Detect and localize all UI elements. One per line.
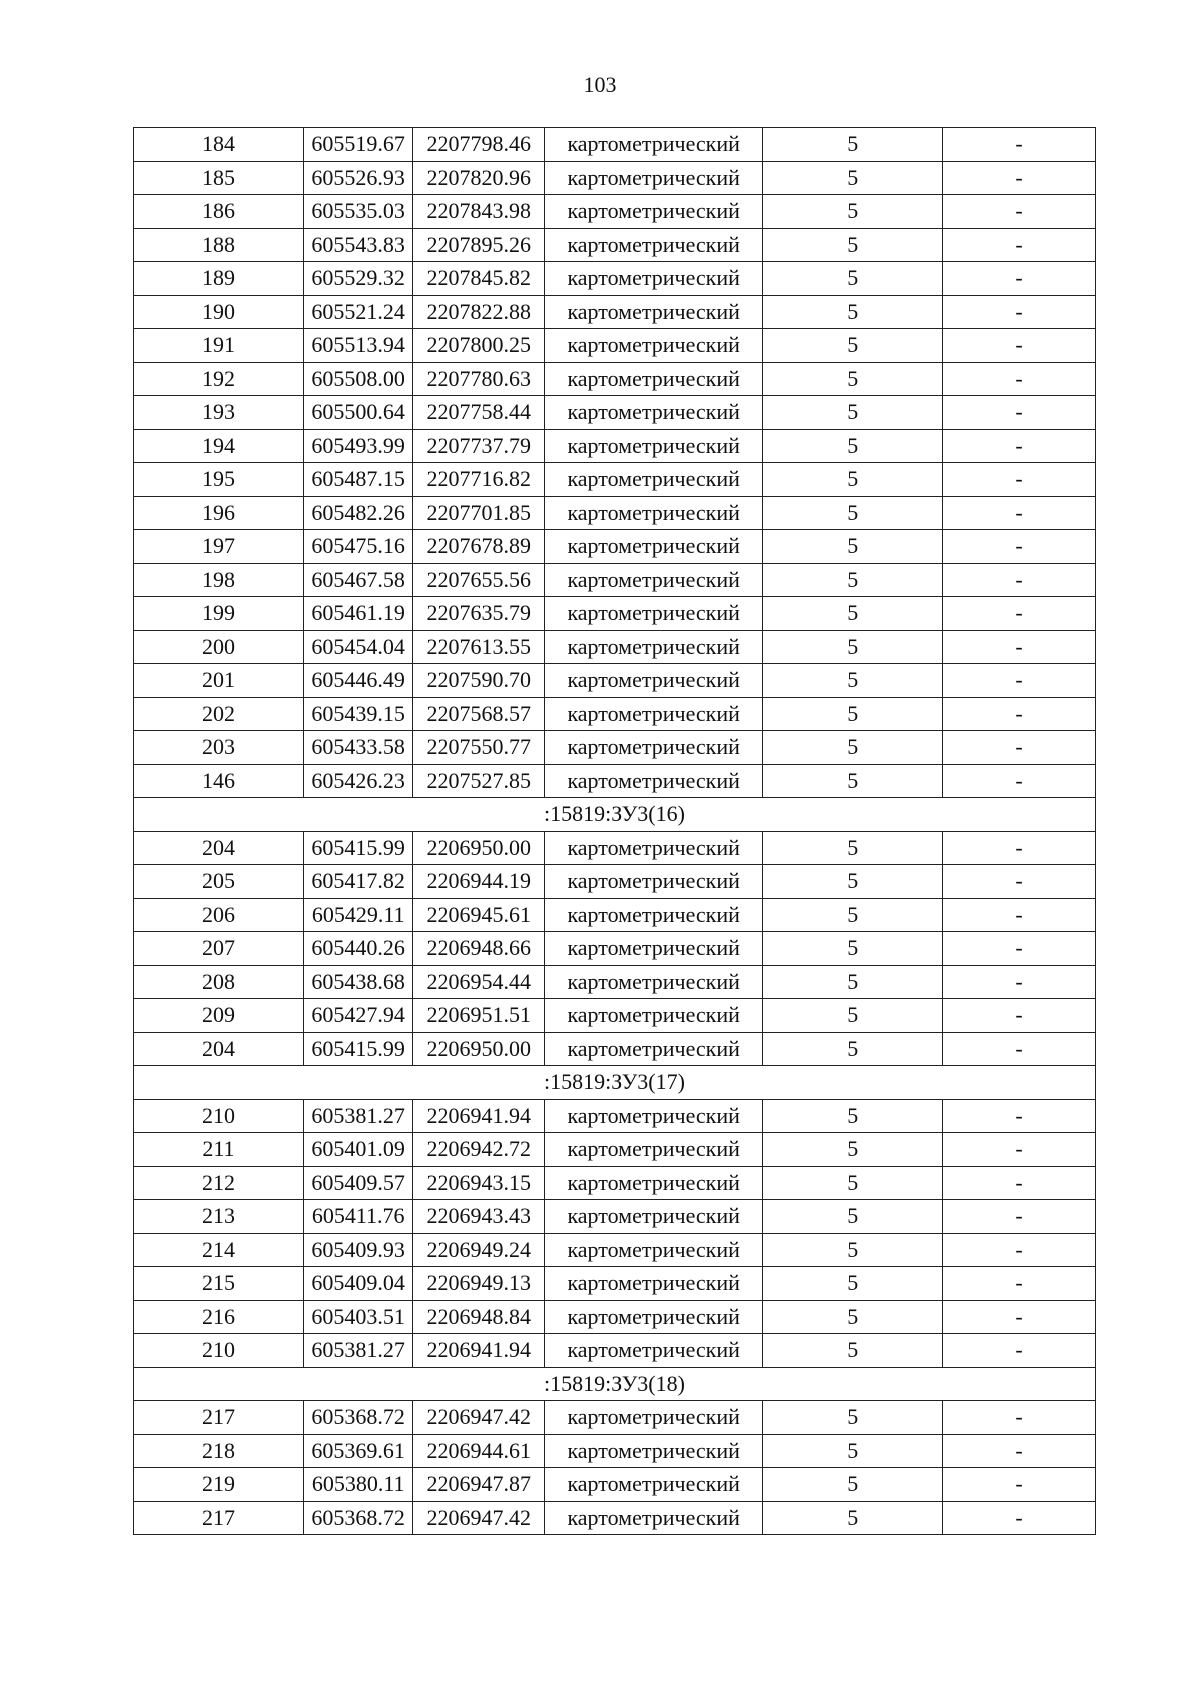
coord-x-cell: 605439.15 (303, 697, 413, 731)
coord-y-cell: 2207820.96 (413, 161, 545, 195)
point-number-cell: 196 (134, 496, 304, 530)
accuracy-cell: 5 (763, 1334, 943, 1368)
coord-x-cell: 605426.23 (303, 764, 413, 798)
coord-x-cell: 605454.04 (303, 630, 413, 664)
coord-y-cell: 2207527.85 (413, 764, 545, 798)
point-number-cell: 193 (134, 396, 304, 430)
accuracy-cell: 5 (763, 228, 943, 262)
point-number-cell: 201 (134, 664, 304, 698)
coord-x-cell: 605381.27 (303, 1099, 413, 1133)
table-row (134, 563, 1096, 597)
coord-y-cell: 2207843.98 (413, 195, 545, 229)
accuracy-cell: 5 (763, 563, 943, 597)
method-cell: картометрический (545, 965, 763, 999)
coord-x-cell: 605433.58 (303, 731, 413, 765)
coord-y-cell: 2206943.15 (413, 1166, 545, 1200)
note-cell: - (943, 1099, 1096, 1133)
note-cell: - (943, 630, 1096, 664)
table-row (134, 630, 1096, 664)
coord-y-cell: 2207701.85 (413, 496, 545, 530)
point-number-cell: 191 (134, 329, 304, 363)
accuracy-cell: 5 (763, 731, 943, 765)
point-number-cell: 146 (134, 764, 304, 798)
method-cell: картометрический (545, 362, 763, 396)
accuracy-cell: 5 (763, 161, 943, 195)
coord-y-cell: 2206941.94 (413, 1334, 545, 1368)
note-cell: - (943, 999, 1096, 1033)
method-cell: картометрический (545, 463, 763, 497)
accuracy-cell: 5 (763, 1200, 943, 1234)
table-row (134, 831, 1096, 865)
method-cell: картометрический (545, 1267, 763, 1301)
coord-y-cell: 2206947.87 (413, 1468, 545, 1502)
table-row (134, 329, 1096, 363)
method-cell: картометрический (545, 999, 763, 1033)
method-cell: картометрический (545, 697, 763, 731)
table-row (134, 262, 1096, 296)
coord-x-cell: 605429.11 (303, 898, 413, 932)
method-cell: картометрический (545, 128, 763, 162)
table-row (134, 1300, 1096, 1334)
coord-x-cell: 605467.58 (303, 563, 413, 597)
table-row (134, 664, 1096, 698)
table-row (134, 195, 1096, 229)
note-cell: - (943, 195, 1096, 229)
coord-x-cell: 605526.93 (303, 161, 413, 195)
accuracy-cell: 5 (763, 295, 943, 329)
point-number-cell: 197 (134, 530, 304, 564)
accuracy-cell: 5 (763, 496, 943, 530)
coord-y-cell: 2207635.79 (413, 597, 545, 631)
coord-y-cell: 2206951.51 (413, 999, 545, 1033)
table-row (134, 1133, 1096, 1167)
table-row (134, 1468, 1096, 1502)
point-number-cell: 211 (134, 1133, 304, 1167)
note-cell: - (943, 161, 1096, 195)
coord-y-cell: 2206944.19 (413, 865, 545, 899)
coord-y-cell: 2207737.79 (413, 429, 545, 463)
method-cell: картометрический (545, 831, 763, 865)
section-title: :15819:ЗУ3(16) (134, 798, 1096, 832)
table-row (134, 1334, 1096, 1368)
coord-x-cell: 605475.16 (303, 530, 413, 564)
method-cell: картометрический (545, 1233, 763, 1267)
note-cell: - (943, 1300, 1096, 1334)
table-row (134, 999, 1096, 1033)
method-cell: картометрический (545, 664, 763, 698)
note-cell: - (943, 396, 1096, 430)
point-number-cell: 215 (134, 1267, 304, 1301)
method-cell: картометрический (545, 563, 763, 597)
note-cell: - (943, 865, 1096, 899)
coord-y-cell: 2207613.55 (413, 630, 545, 664)
note-cell: - (943, 1334, 1096, 1368)
coord-x-cell: 605521.24 (303, 295, 413, 329)
table-row (134, 965, 1096, 999)
point-number-cell: 212 (134, 1166, 304, 1200)
note-cell: - (943, 362, 1096, 396)
method-cell: картометрический (545, 1300, 763, 1334)
point-number-cell: 202 (134, 697, 304, 731)
coord-y-cell: 2207655.56 (413, 563, 545, 597)
coord-y-cell: 2206948.66 (413, 932, 545, 966)
coord-x-cell: 605409.57 (303, 1166, 413, 1200)
point-number-cell: 200 (134, 630, 304, 664)
accuracy-cell: 5 (763, 128, 943, 162)
note-cell: - (943, 262, 1096, 296)
section-header-row (134, 1367, 1096, 1401)
method-cell: картометрический (545, 228, 763, 262)
table-row (134, 362, 1096, 396)
point-number-cell: 219 (134, 1468, 304, 1502)
accuracy-cell: 5 (763, 1401, 943, 1435)
accuracy-cell: 5 (763, 530, 943, 564)
method-cell: картометрический (545, 1133, 763, 1167)
note-cell: - (943, 1501, 1096, 1535)
coord-x-cell: 605482.26 (303, 496, 413, 530)
point-number-cell: 195 (134, 463, 304, 497)
point-number-cell: 218 (134, 1434, 304, 1468)
coord-x-cell: 605493.99 (303, 429, 413, 463)
table-row (134, 1200, 1096, 1234)
accuracy-cell: 5 (763, 1501, 943, 1535)
point-number-cell: 205 (134, 865, 304, 899)
point-number-cell: 194 (134, 429, 304, 463)
coord-x-cell: 605368.72 (303, 1501, 413, 1535)
coord-x-cell: 605513.94 (303, 329, 413, 363)
coord-y-cell: 2207758.44 (413, 396, 545, 430)
table-row (134, 396, 1096, 430)
coord-y-cell: 2207800.25 (413, 329, 545, 363)
table-row (134, 530, 1096, 564)
note-cell: - (943, 1032, 1096, 1066)
accuracy-cell: 5 (763, 597, 943, 631)
table-row (134, 1434, 1096, 1468)
accuracy-cell: 5 (763, 429, 943, 463)
accuracy-cell: 5 (763, 1133, 943, 1167)
note-cell: - (943, 1233, 1096, 1267)
section-header-row (134, 798, 1096, 832)
coord-y-cell: 2207845.82 (413, 262, 545, 296)
accuracy-cell: 5 (763, 932, 943, 966)
note-cell: - (943, 563, 1096, 597)
note-cell: - (943, 530, 1096, 564)
point-number-cell: 213 (134, 1200, 304, 1234)
coord-x-cell: 605440.26 (303, 932, 413, 966)
accuracy-cell: 5 (763, 630, 943, 664)
coord-y-cell: 2206945.61 (413, 898, 545, 932)
note-cell: - (943, 1166, 1096, 1200)
point-number-cell: 186 (134, 195, 304, 229)
point-number-cell: 189 (134, 262, 304, 296)
accuracy-cell: 5 (763, 831, 943, 865)
note-cell: - (943, 128, 1096, 162)
accuracy-cell: 5 (763, 195, 943, 229)
coord-x-cell: 605508.00 (303, 362, 413, 396)
method-cell: картометрический (545, 161, 763, 195)
note-cell: - (943, 1133, 1096, 1167)
method-cell: картометрический (545, 865, 763, 899)
accuracy-cell: 5 (763, 965, 943, 999)
table-row (134, 1401, 1096, 1435)
note-cell: - (943, 831, 1096, 865)
coord-y-cell: 2206942.72 (413, 1133, 545, 1167)
coord-x-cell: 605415.99 (303, 831, 413, 865)
coord-x-cell: 605535.03 (303, 195, 413, 229)
coord-x-cell: 605369.61 (303, 1434, 413, 1468)
method-cell: картометрический (545, 1166, 763, 1200)
point-number-cell: 209 (134, 999, 304, 1033)
coord-x-cell: 605411.76 (303, 1200, 413, 1234)
method-cell: картометрический (545, 932, 763, 966)
point-number-cell: 210 (134, 1099, 304, 1133)
coord-x-cell: 605409.04 (303, 1267, 413, 1301)
accuracy-cell: 5 (763, 1233, 943, 1267)
point-number-cell: 198 (134, 563, 304, 597)
accuracy-cell: 5 (763, 1434, 943, 1468)
coord-y-cell: 2206949.13 (413, 1267, 545, 1301)
table-row (134, 295, 1096, 329)
point-number-cell: 207 (134, 932, 304, 966)
accuracy-cell: 5 (763, 1099, 943, 1133)
table-row (134, 128, 1096, 162)
coord-y-cell: 2207550.77 (413, 731, 545, 765)
note-cell: - (943, 1434, 1096, 1468)
point-number-cell: 216 (134, 1300, 304, 1334)
table-row (134, 496, 1096, 530)
accuracy-cell: 5 (763, 1166, 943, 1200)
accuracy-cell: 5 (763, 697, 943, 731)
coord-x-cell: 605446.49 (303, 664, 413, 698)
accuracy-cell: 5 (763, 262, 943, 296)
coordinates-table-body (134, 128, 1096, 1535)
coord-y-cell: 2207895.26 (413, 228, 545, 262)
note-cell: - (943, 1200, 1096, 1234)
coord-y-cell: 2207568.57 (413, 697, 545, 731)
table-row (134, 597, 1096, 631)
coord-x-cell: 605438.68 (303, 965, 413, 999)
note-cell: - (943, 463, 1096, 497)
note-cell: - (943, 932, 1096, 966)
accuracy-cell: 5 (763, 865, 943, 899)
table-row (134, 697, 1096, 731)
table-row (134, 898, 1096, 932)
table-row (134, 865, 1096, 899)
accuracy-cell: 5 (763, 898, 943, 932)
accuracy-cell: 5 (763, 329, 943, 363)
note-cell: - (943, 429, 1096, 463)
method-cell: картометрический (545, 429, 763, 463)
table-row (134, 1166, 1096, 1200)
note-cell: - (943, 965, 1096, 999)
note-cell: - (943, 1401, 1096, 1435)
point-number-cell: 185 (134, 161, 304, 195)
point-number-cell: 188 (134, 228, 304, 262)
method-cell: картометрический (545, 1468, 763, 1502)
page-number: 103 (583, 72, 617, 97)
accuracy-cell: 5 (763, 362, 943, 396)
table-row (134, 228, 1096, 262)
coord-x-cell: 605409.93 (303, 1233, 413, 1267)
coord-x-cell: 605401.09 (303, 1133, 413, 1167)
table-row (134, 1501, 1096, 1535)
section-title: :15819:ЗУ3(18) (134, 1367, 1096, 1401)
method-cell: картометрический (545, 195, 763, 229)
coord-y-cell: 2207798.46 (413, 128, 545, 162)
method-cell: картометрический (545, 295, 763, 329)
coord-x-cell: 605461.19 (303, 597, 413, 631)
coord-x-cell: 605381.27 (303, 1334, 413, 1368)
note-cell: - (943, 597, 1096, 631)
point-number-cell: 208 (134, 965, 304, 999)
accuracy-cell: 5 (763, 664, 943, 698)
coord-y-cell: 2207590.70 (413, 664, 545, 698)
coord-y-cell: 2206950.00 (413, 1032, 545, 1066)
note-cell: - (943, 496, 1096, 530)
accuracy-cell: 5 (763, 1468, 943, 1502)
coord-y-cell: 2207780.63 (413, 362, 545, 396)
note-cell: - (943, 764, 1096, 798)
coord-y-cell: 2206941.94 (413, 1099, 545, 1133)
section-title: :15819:ЗУ3(17) (134, 1066, 1096, 1100)
point-number-cell: 184 (134, 128, 304, 162)
table-row (134, 429, 1096, 463)
table-row (134, 731, 1096, 765)
table-row (134, 1267, 1096, 1301)
point-number-cell: 210 (134, 1334, 304, 1368)
coord-y-cell: 2207678.89 (413, 530, 545, 564)
coord-x-cell: 605417.82 (303, 865, 413, 899)
note-cell: - (943, 1267, 1096, 1301)
table-row (134, 932, 1096, 966)
point-number-cell: 214 (134, 1233, 304, 1267)
method-cell: картометрический (545, 396, 763, 430)
method-cell: картометрический (545, 1401, 763, 1435)
method-cell: картометрический (545, 898, 763, 932)
table-row (134, 463, 1096, 497)
note-cell: - (943, 697, 1096, 731)
method-cell: картометрический (545, 329, 763, 363)
accuracy-cell: 5 (763, 1032, 943, 1066)
coord-x-cell: 605519.67 (303, 128, 413, 162)
note-cell: - (943, 731, 1096, 765)
method-cell: картометрический (545, 1334, 763, 1368)
table-row (134, 161, 1096, 195)
point-number-cell: 217 (134, 1501, 304, 1535)
accuracy-cell: 5 (763, 764, 943, 798)
table-row (134, 764, 1096, 798)
accuracy-cell: 5 (763, 999, 943, 1033)
coord-x-cell: 605543.83 (303, 228, 413, 262)
table-row (134, 1233, 1096, 1267)
method-cell: картометрический (545, 1099, 763, 1133)
coordinates-table (133, 127, 1096, 1535)
note-cell: - (943, 1468, 1096, 1502)
point-number-cell: 203 (134, 731, 304, 765)
coord-y-cell: 2206954.44 (413, 965, 545, 999)
method-cell: картометрический (545, 731, 763, 765)
method-cell: картометрический (545, 1434, 763, 1468)
note-cell: - (943, 898, 1096, 932)
accuracy-cell: 5 (763, 463, 943, 497)
point-number-cell: 206 (134, 898, 304, 932)
coord-y-cell: 2206943.43 (413, 1200, 545, 1234)
coord-x-cell: 605500.64 (303, 396, 413, 430)
method-cell: картометрический (545, 1501, 763, 1535)
coord-y-cell: 2206949.24 (413, 1233, 545, 1267)
method-cell: картометрический (545, 496, 763, 530)
coord-x-cell: 605487.15 (303, 463, 413, 497)
method-cell: картометрический (545, 262, 763, 296)
coord-x-cell: 605529.32 (303, 262, 413, 296)
coord-x-cell: 605380.11 (303, 1468, 413, 1502)
method-cell: картометрический (545, 1200, 763, 1234)
point-number-cell: 217 (134, 1401, 304, 1435)
table-row (134, 1032, 1096, 1066)
method-cell: картометрический (545, 764, 763, 798)
coord-y-cell: 2206950.00 (413, 831, 545, 865)
coord-y-cell: 2206948.84 (413, 1300, 545, 1334)
note-cell: - (943, 295, 1096, 329)
point-number-cell: 192 (134, 362, 304, 396)
point-number-cell: 190 (134, 295, 304, 329)
coord-y-cell: 2206944.61 (413, 1434, 545, 1468)
note-cell: - (943, 664, 1096, 698)
coord-x-cell: 605427.94 (303, 999, 413, 1033)
coord-y-cell: 2206947.42 (413, 1401, 545, 1435)
section-header-row (134, 1066, 1096, 1100)
coord-y-cell: 2206947.42 (413, 1501, 545, 1535)
method-cell: картометрический (545, 597, 763, 631)
accuracy-cell: 5 (763, 1300, 943, 1334)
coord-x-cell: 605415.99 (303, 1032, 413, 1066)
coord-x-cell: 605368.72 (303, 1401, 413, 1435)
note-cell: - (943, 329, 1096, 363)
table-row (134, 1099, 1096, 1133)
coord-y-cell: 2207822.88 (413, 295, 545, 329)
coord-y-cell: 2207716.82 (413, 463, 545, 497)
method-cell: картометрический (545, 530, 763, 564)
method-cell: картометрический (545, 1032, 763, 1066)
point-number-cell: 204 (134, 1032, 304, 1066)
point-number-cell: 199 (134, 597, 304, 631)
accuracy-cell: 5 (763, 396, 943, 430)
coord-x-cell: 605403.51 (303, 1300, 413, 1334)
note-cell: - (943, 228, 1096, 262)
point-number-cell: 204 (134, 831, 304, 865)
accuracy-cell: 5 (763, 1267, 943, 1301)
method-cell: картометрический (545, 630, 763, 664)
